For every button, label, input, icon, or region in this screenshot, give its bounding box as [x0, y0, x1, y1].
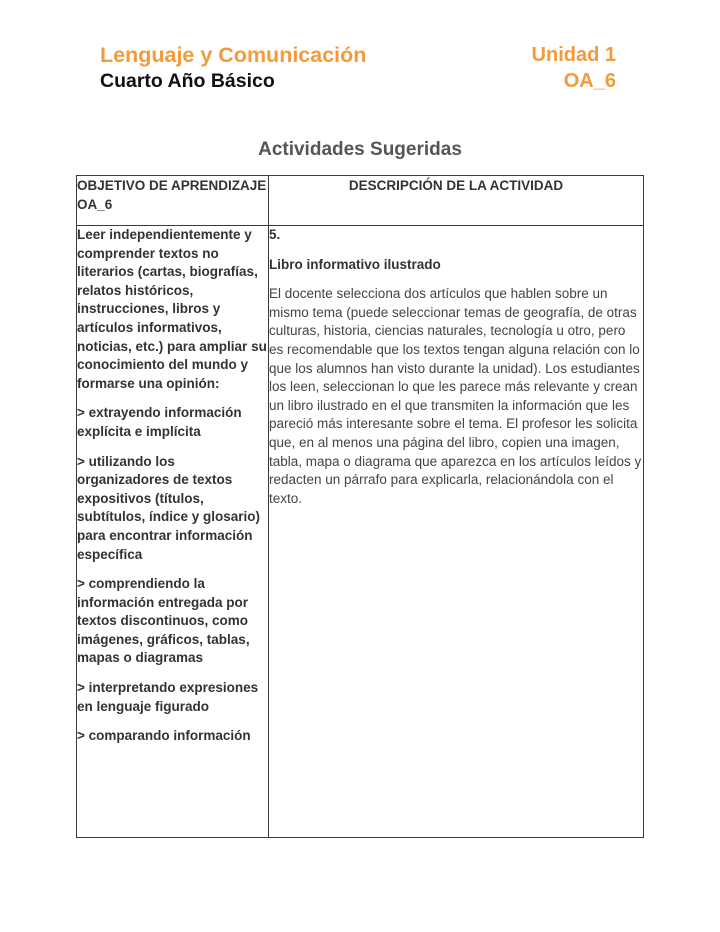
objective-bullet: > comparando información [77, 728, 251, 744]
unit-label: Unidad 1 [531, 44, 616, 66]
header-description: DESCRIPCIÓN DE LA ACTIVIDAD [269, 176, 644, 226]
objective-bullet: > comprendiendo la información entregada por textos discontinuos, como imágenes, gráficos, tablas, mapas o diagramas [77, 576, 250, 666]
activity-number: 5. [269, 227, 281, 242]
objective-bullet: > interpretando expresiones en lenguaje figurado [77, 680, 259, 714]
activities-table [76, 175, 644, 838]
objective-bullet: > extrayendo información explícita e implícita [77, 405, 242, 439]
objective-cell [77, 226, 269, 838]
section-title: Actividades Sugeridas [258, 139, 462, 160]
subject-title: Lenguaje y Comunicación [100, 43, 367, 67]
objective-code: OA_6 [563, 70, 616, 92]
table-row [77, 226, 644, 838]
activity-cell [269, 226, 644, 838]
document-header-left [100, 42, 366, 93]
activity-description: El docente selecciona dos artículos que hablen sobre un mismo tema (puede seleccionar temas de geografía, de otras culturas, historia, ciencias naturales, tecnología u otro, pero es recomendable que los textos tengan alguna relación con lo que los alumnos han visto durante la unidad). Los estudiantes los leen, seleccionan lo que les parece más relevante y crean un libro ilustrado en el que transmiten la información que les pareció más interesante sobre el tema. El profesor les solicita que, en al menos una página del libro, copien una imagen, tabla, mapa o diagrama que aparezca en los artículos leídos y redacten un párrafo para explicarla, relacionándola con el texto. [269, 286, 642, 506]
objective-bullet: > utilizando los organizadores de textos expositivos (títulos, subtítulos, índice y glosario) para encontrar información específica [77, 453, 261, 562]
table-header-row [77, 176, 644, 226]
activity-title: Libro informativo ilustrado [269, 256, 441, 272]
grade-level: Cuarto Año Básico [100, 70, 275, 92]
header-objective: OBJETIVO DE APRENDIZAJE OA_6 [77, 176, 269, 226]
objective-main: Leer independientemente y comprender textos no literarios (cartas, biografías, relatos históricos, instrucciones, libros y artículos informativos, noticias, etc.) para ampliar su conocimiento del mundo y formarse una opinión: [77, 227, 267, 391]
document-header-right [532, 42, 616, 93]
